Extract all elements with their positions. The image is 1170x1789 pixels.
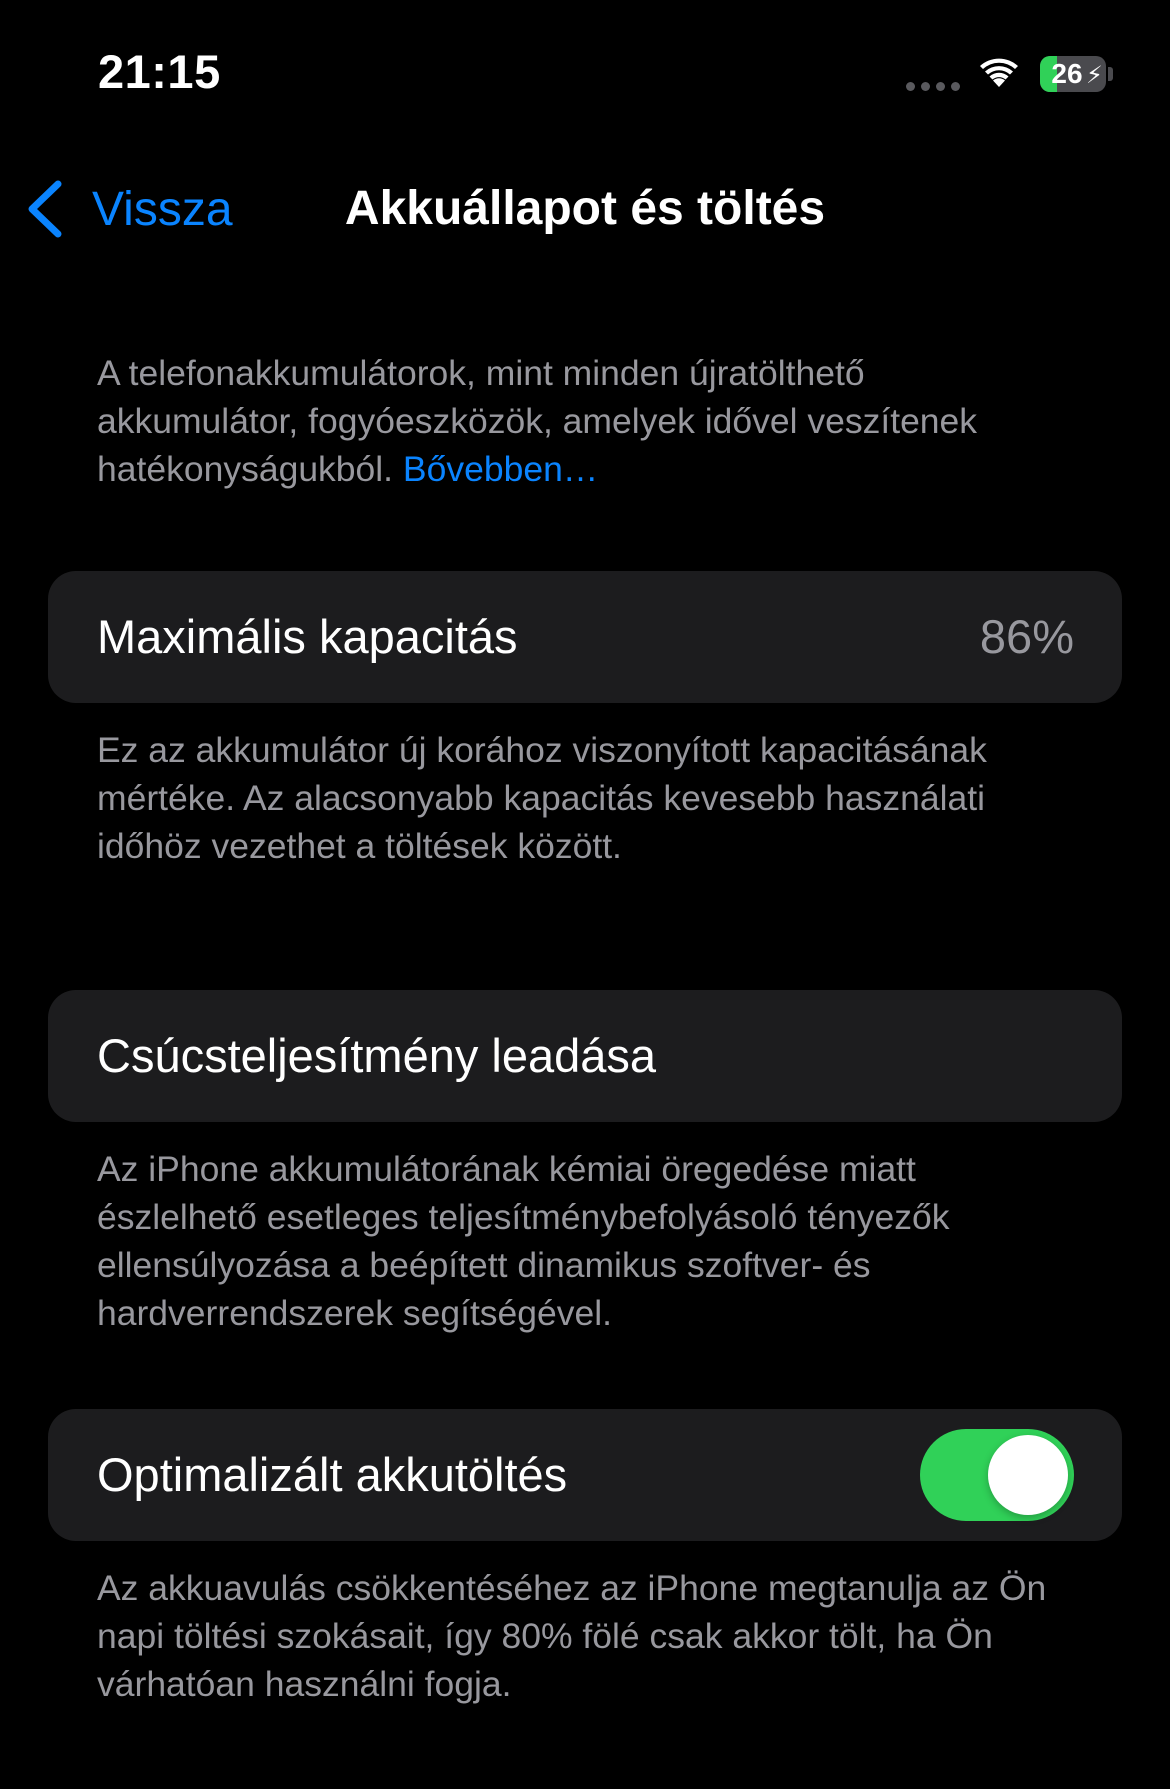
back-button[interactable] [22, 178, 233, 240]
chevron-left-icon [22, 178, 66, 240]
optimized-charging-toggle[interactable] [920, 1429, 1074, 1521]
max-capacity-row [48, 571, 1122, 703]
toggle-knob [988, 1435, 1068, 1515]
navigation-bar [0, 150, 1170, 266]
wifi-icon [976, 52, 1022, 92]
peak-performance-footnote: Az iPhone akkumulátorának kémiai öregedése miatt észlelhető esetleges teljesítménybefolyásoló tényezők ellensúlyozása a beépített dinamikus szoftver- és hardverrendszerek segítségével. [97, 1149, 950, 1333]
page-title: Akkuállapot és töltés [344, 182, 826, 235]
signal-dots-icon [906, 82, 960, 91]
battery-cap [1108, 67, 1113, 81]
back-label: Vissza [92, 182, 233, 236]
learn-more-link[interactable]: Bővebben… [402, 449, 599, 489]
battery-level: 26 [1051, 58, 1083, 89]
peak-performance-label: Csúcsteljesítmény leadása [97, 1029, 657, 1082]
battery-charging-icon [1040, 56, 1106, 92]
max-capacity-label: Maximális kapacitás [97, 610, 518, 663]
max-capacity-value: 86% [979, 610, 1074, 663]
status-time: 21:15 [98, 45, 221, 98]
intro-description [97, 349, 1057, 493]
optimized-charging-label: Optimalizált akkutöltés [97, 1448, 568, 1501]
bolt-icon: ⚡ [1086, 62, 1103, 89]
intro-text: A telefonakkumulátorok, mint minden újratölthető akkumulátor, fogyóeszközök, amelyek idővel veszítenek hatékonyságukból. [97, 353, 978, 489]
optimized-charging-footnote: Az akkuavulás csökkentéséhez az iPhone megtanulja az Ön napi töltési szokásait, így 80% fölé csak akkor tölt, ha Ön várhatóan használni fogja. [97, 1568, 1047, 1704]
status-bar [0, 0, 1170, 140]
max-capacity-footnote: Ez az akkumulátor új korához viszonyított kapacitásának mértéke. Az alacsonyabb kapacitás kevesebb használati időhöz vezethet a töltések között. [97, 730, 987, 866]
peak-performance-row[interactable] [48, 990, 1122, 1122]
optimized-charging-row [48, 1409, 1122, 1541]
